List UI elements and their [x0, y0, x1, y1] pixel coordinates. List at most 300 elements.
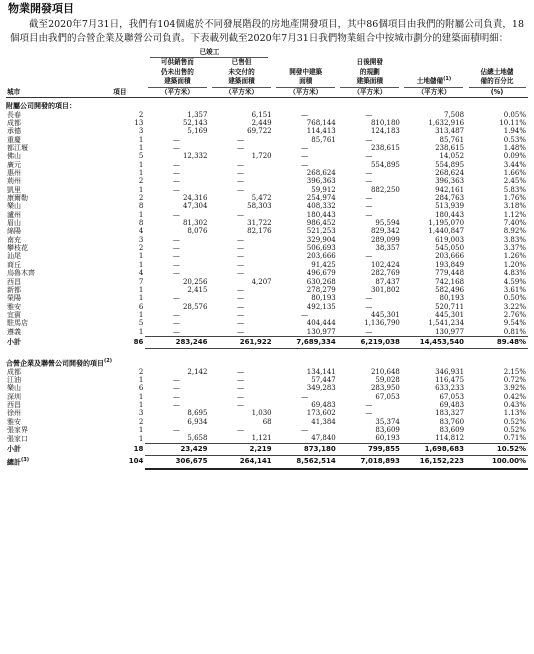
- table-cell: 173,602: [306, 409, 336, 418]
- table-cell: 254,974: [306, 194, 336, 203]
- table-cell: —: [301, 152, 309, 161]
- table-row: [6, 219, 528, 227]
- table-cell: 2: [138, 244, 144, 253]
- table-cell: 1,195,070: [428, 219, 465, 228]
- city-name: 南充: [7, 235, 21, 244]
- city-name: 樂山: [7, 202, 21, 211]
- table-cell: 1: [138, 392, 144, 401]
- table-cell: 57,447: [311, 375, 336, 384]
- table-cell: —: [237, 135, 245, 144]
- table-cell: 82,176: [247, 227, 272, 236]
- table-cell: —: [365, 409, 373, 418]
- table-cell: 67,053: [375, 392, 400, 401]
- table-cell: —: [365, 294, 373, 303]
- table-cell: 2.15%: [503, 367, 526, 376]
- table-cell: —: [301, 160, 309, 169]
- city-name: 張家口: [7, 434, 28, 443]
- table-cell: 8: [138, 202, 144, 211]
- table-cell: —: [172, 135, 180, 144]
- table-row: [6, 328, 528, 337]
- table-cell: 80,193: [439, 294, 465, 303]
- table-cell: 24,316: [182, 194, 208, 203]
- table-cell: 3: [138, 235, 144, 244]
- table-cell: 3.92%: [503, 384, 526, 393]
- city-name: 張家界: [7, 425, 28, 434]
- table-row: [6, 194, 528, 202]
- table-cell: 2: [138, 177, 144, 186]
- intro-text: 截至2020年7月31日，我們有104個處於不同發展階段的房地產開發項目，其中86個項目由我們的附屬公司負責，18個項目由我們的合營企業及聯營公司負責。下表載列截至2020年7月31日我們物業組合中按城市劃分的建築面積明細：: [10, 19, 524, 44]
- table-cell: —: [237, 375, 245, 384]
- table-cell: 210,648: [370, 367, 400, 376]
- city-name: 深圳: [7, 392, 21, 401]
- table-cell: 2: [138, 367, 144, 376]
- table-cell: 68: [262, 417, 272, 426]
- table-row: [6, 202, 528, 210]
- table-cell: —: [365, 177, 373, 186]
- city-name: 凱里: [7, 185, 21, 194]
- table-row: [6, 278, 528, 286]
- table-cell: 1: [138, 434, 144, 443]
- header-projects: 項目: [113, 87, 127, 96]
- table-row: [6, 227, 528, 235]
- table-cell: 69,483: [311, 400, 336, 409]
- table-cell: 0.43%: [503, 400, 526, 409]
- table-cell: 80,193: [311, 294, 336, 303]
- table-cell: —: [237, 302, 245, 311]
- table-cell: —: [172, 260, 180, 269]
- table-cell: 8,562,514: [274, 455, 338, 468]
- table-cell: 0.05%: [503, 110, 526, 119]
- table-cell: 7.40%: [503, 219, 526, 228]
- table-cell: —: [172, 392, 180, 401]
- table-cell: 58,303: [247, 202, 272, 211]
- header-future: 日後開發 的規劃 建築面積 （平方米）: [338, 58, 402, 97]
- table-cell: 1.48%: [503, 144, 526, 152]
- table-cell: 47,840: [311, 434, 336, 443]
- table-row: [6, 286, 528, 294]
- table-row: [6, 294, 528, 302]
- table-cell: 193,849: [435, 260, 465, 269]
- table-cell: 4,207: [251, 277, 272, 286]
- table-cell: 1: [138, 210, 144, 219]
- city-name: 惠州: [7, 169, 21, 178]
- table-cell: —: [172, 244, 180, 253]
- table-cell: —: [172, 425, 180, 434]
- city-name: 雅安: [7, 417, 21, 426]
- table-cell: 7: [138, 277, 144, 286]
- table-cell: —: [237, 235, 245, 244]
- table-cell: 313,487: [435, 127, 465, 136]
- table-cell: —: [172, 210, 180, 219]
- table-cell: 1,030: [251, 409, 272, 418]
- city-name: 雅安: [7, 302, 21, 311]
- city-name: 汕尾: [7, 252, 21, 261]
- table-cell: 102,424: [370, 260, 400, 269]
- table-cell: —: [237, 169, 245, 178]
- table-cell: 0.42%: [503, 392, 526, 401]
- table-cell: 278,279: [306, 285, 336, 294]
- table-cell: —: [237, 310, 245, 319]
- table-cell: 1: [138, 425, 144, 434]
- table-row: [6, 319, 528, 327]
- table-cell: 492,135: [306, 302, 336, 311]
- table-cell: 6,151: [251, 110, 272, 119]
- city-name: 榮陽: [7, 294, 21, 303]
- table-cell: 130,977: [435, 327, 465, 336]
- table-cell: —: [172, 375, 180, 384]
- table-cell: 1.94%: [503, 127, 526, 136]
- table-row: [6, 434, 528, 443]
- table-cell: 264,141: [209, 455, 273, 468]
- table-cell: 83,609: [375, 425, 400, 434]
- table-row: [6, 311, 528, 319]
- table-cell: —: [237, 269, 245, 278]
- table-row: [6, 161, 528, 169]
- table-cell: —: [301, 425, 309, 434]
- table-cell: 59,912: [311, 185, 336, 194]
- subtotal-row: [6, 336, 528, 348]
- table-cell: 404,444: [306, 319, 336, 328]
- table-cell: 268,624: [435, 169, 465, 178]
- table-cell: 38,357: [375, 244, 400, 253]
- table-cell: 445,301: [435, 310, 465, 319]
- table-cell: —: [301, 310, 309, 319]
- table-row: [6, 401, 528, 409]
- city-name: 新都: [7, 285, 21, 294]
- table-cell: —: [365, 210, 373, 219]
- table-cell: —: [365, 169, 373, 178]
- table-cell: 134,141: [306, 367, 336, 376]
- table-cell: —: [172, 294, 180, 303]
- table-cell: 1: [138, 135, 144, 144]
- table-cell: 85,761: [439, 135, 465, 144]
- table-cell: 3.22%: [503, 302, 526, 311]
- table-cell: 20,256: [182, 277, 208, 286]
- table-cell: 810,180: [370, 118, 400, 127]
- table-cell: 130,977: [306, 327, 336, 336]
- table-cell: 8.92%: [503, 227, 526, 236]
- table-cell: 0.50%: [503, 294, 526, 303]
- table-cell: 16,152,223: [402, 455, 466, 468]
- table-cell: 4.59%: [503, 277, 526, 286]
- table-cell: 284,763: [435, 194, 465, 203]
- city-name: 長春: [7, 110, 21, 119]
- city-name: 樂山: [7, 384, 21, 393]
- table-cell: 554,895: [435, 160, 465, 169]
- table-cell: 2.76%: [503, 310, 526, 319]
- table-cell: 8,695: [187, 409, 208, 418]
- table-cell: —: [237, 319, 245, 328]
- table-cell: —: [365, 400, 373, 409]
- table-cell: 3.61%: [503, 285, 526, 294]
- table-cell: 261,922: [209, 336, 273, 348]
- city-name: 小計: [7, 337, 21, 346]
- city-name: 駐馬店: [7, 319, 28, 328]
- table-cell: 2,449: [251, 118, 272, 127]
- table-cell: 619,003: [435, 235, 465, 244]
- table-cell: 203,666: [306, 252, 336, 261]
- table-cell: —: [301, 392, 309, 401]
- table-row: [6, 136, 528, 144]
- table-row: [6, 186, 528, 194]
- table-cell: 5,169: [187, 127, 208, 136]
- table-cell: 0.52%: [503, 417, 526, 426]
- table-cell: 5: [138, 152, 144, 161]
- table-row: [6, 244, 528, 252]
- city-name: 康爾勒: [7, 194, 28, 203]
- table-cell: 6: [138, 384, 144, 393]
- table-cell: 496,679: [306, 269, 336, 278]
- table-cell: 1: [138, 285, 144, 294]
- table-cell: —: [237, 260, 245, 269]
- table-cell: —: [172, 177, 180, 186]
- city-name: 宜賓: [7, 310, 21, 319]
- table-cell: 5.83%: [503, 185, 526, 194]
- table-cell: —: [301, 144, 309, 152]
- table-cell: 83,609: [439, 425, 465, 434]
- table-cell: —: [237, 294, 245, 303]
- table-cell: 1: [138, 294, 144, 303]
- table-cell: 6,219,038: [338, 336, 402, 348]
- table-cell: 116,475: [435, 375, 465, 384]
- city-name: 西昌: [7, 400, 21, 409]
- city-name: 總計$^{(3)}$: [7, 457, 30, 467]
- table-row: [6, 418, 528, 426]
- table-row: [6, 426, 528, 434]
- table-cell: 114,413: [306, 127, 336, 136]
- table-cell: 1.20%: [503, 260, 526, 269]
- table-cell: —: [237, 177, 245, 186]
- table-cell: 67,053: [439, 392, 465, 401]
- table-cell: 1.12%: [503, 210, 526, 219]
- table-cell: 81,302: [182, 219, 208, 228]
- table-cell: —: [172, 235, 180, 244]
- table-cell: 396,363: [306, 177, 336, 186]
- table-cell: —: [237, 160, 245, 169]
- footnote-marker: (2): [104, 357, 113, 364]
- table-cell: —: [237, 285, 245, 294]
- table-cell: 6,934: [187, 417, 208, 426]
- table-cell: 69,483: [439, 400, 465, 409]
- table-cell: —: [237, 244, 245, 253]
- table-cell: 2,219: [209, 443, 273, 455]
- table-cell: 180,443: [435, 210, 465, 219]
- table-cell: —: [172, 384, 180, 393]
- table-cell: 289,099: [370, 235, 400, 244]
- table-cell: 1.66%: [503, 169, 526, 178]
- city-name: 江油: [7, 375, 21, 384]
- table-cell: —: [237, 392, 245, 401]
- table-cell: 1: [138, 375, 144, 384]
- header-under-construction: 開發中建築 面積 （平方米）: [274, 58, 338, 97]
- table-row: [6, 144, 528, 152]
- section-heading: [6, 101, 528, 111]
- table-row: [6, 303, 528, 311]
- table-cell: 31,722: [247, 219, 272, 228]
- table-cell: —: [365, 302, 373, 311]
- table-cell: —: [237, 252, 245, 261]
- intro-paragraph: [10, 18, 524, 45]
- header-group-completed: 已竣工: [145, 48, 273, 58]
- table-cell: 3.18%: [503, 202, 526, 211]
- table-cell: 554,895: [370, 160, 400, 169]
- table-cell: 91,425: [311, 260, 336, 269]
- table-cell: 104: [128, 457, 144, 466]
- table-row: [6, 211, 528, 219]
- table-cell: 0.53%: [503, 135, 526, 144]
- city-name: 佛山: [7, 152, 21, 161]
- footnote-marker: (3): [21, 457, 30, 464]
- table-cell: 1,136,790: [364, 319, 400, 328]
- table-cell: 1: [138, 185, 144, 194]
- table-row: [6, 236, 528, 244]
- table-cell: 83,760: [439, 417, 465, 426]
- table-cell: 114,812: [435, 434, 465, 443]
- table-cell: —: [172, 160, 180, 169]
- city-name: 荊州: [7, 177, 21, 186]
- table-cell: 238,615: [435, 144, 465, 152]
- table-cell: —: [365, 327, 373, 336]
- table-cell: 180,443: [306, 210, 336, 219]
- table-cell: 1: [138, 310, 144, 319]
- table-cell: 124,183: [370, 127, 400, 136]
- table-cell: 59,028: [375, 375, 400, 384]
- table-row: [6, 393, 528, 401]
- table-cell: —: [237, 367, 245, 376]
- table-cell: —: [172, 269, 180, 278]
- table-cell: 520,711: [435, 302, 465, 311]
- city-name: 徐州: [7, 409, 21, 418]
- table-cell: 183,327: [435, 409, 465, 418]
- city-name: 廣元: [7, 160, 21, 169]
- table-cell: 13: [134, 118, 144, 127]
- table-cell: 5,658: [187, 434, 208, 443]
- city-name: 商丘: [7, 260, 21, 269]
- table-cell: —: [172, 319, 180, 328]
- table-cell: 1,698,683: [402, 443, 466, 455]
- table-cell: 52,143: [182, 118, 208, 127]
- table-cell: 87,437: [375, 277, 400, 286]
- table-cell: 521,253: [306, 227, 336, 236]
- city-name: 成都: [7, 118, 21, 127]
- table-cell: 3.37%: [503, 244, 526, 253]
- table-cell: —: [172, 169, 180, 178]
- city-name: 西昌: [7, 277, 21, 286]
- table-cell: 829,342: [370, 227, 400, 236]
- table-cell: 14,453,540: [402, 336, 466, 348]
- table-cell: 1: [138, 327, 144, 336]
- table-row: [6, 261, 528, 269]
- table-row: [6, 169, 528, 177]
- table-cell: 0.52%: [503, 425, 526, 434]
- city-name: 瀘州: [7, 210, 21, 219]
- table-row: [6, 269, 528, 277]
- table-cell: 4: [138, 227, 144, 236]
- table-cell: 10.52%: [466, 443, 528, 455]
- spacer-row: [6, 348, 528, 357]
- table-cell: 28,576: [182, 302, 208, 311]
- table-cell: 12,332: [182, 152, 208, 161]
- table-cell: 238,615: [370, 144, 400, 152]
- table-cell: 1,541,234: [428, 319, 465, 328]
- table-cell: 3.83%: [503, 235, 526, 244]
- table-cell: 23,429: [145, 443, 209, 455]
- table-cell: 95,594: [375, 219, 400, 228]
- table-cell: 301,802: [370, 285, 400, 294]
- table-cell: 35,374: [375, 417, 400, 426]
- table-cell: 346,931: [435, 367, 465, 376]
- table-cell: —: [237, 327, 245, 336]
- table-cell: 18: [133, 444, 144, 453]
- header-sold-undelivered: 已售但 未交付的 建築面積 （平方米）: [209, 58, 273, 97]
- section-heading-text: 附屬公司開發的項目：: [6, 101, 76, 110]
- subtotal-row: [6, 443, 528, 455]
- table-cell: 5,472: [251, 194, 272, 203]
- table-row: [6, 127, 528, 135]
- table-cell: —: [172, 327, 180, 336]
- table-row: [6, 252, 528, 260]
- table-cell: 282,769: [370, 269, 400, 278]
- section-heading: [6, 357, 528, 368]
- table-cell: 47,304: [182, 202, 208, 211]
- table-row: [6, 368, 528, 376]
- table-cell: 1: [138, 252, 144, 261]
- table-cell: 349,283: [306, 384, 336, 393]
- table-cell: —: [365, 202, 373, 211]
- table-cell: 1.13%: [503, 409, 526, 418]
- table-cell: 1.76%: [503, 194, 526, 203]
- table-cell: 768,144: [306, 118, 336, 127]
- city-name: 綿陽: [7, 227, 21, 236]
- table-cell: 2: [138, 194, 144, 203]
- table-cell: 396,363: [435, 177, 465, 186]
- table-cell: 1: [138, 160, 144, 169]
- table-cell: —: [172, 185, 180, 194]
- section-heading-text: 合營企業及聯營公司開發的項目: [6, 359, 104, 368]
- table-cell: 89.48%: [466, 336, 528, 348]
- table-cell: —: [365, 152, 373, 161]
- table-cell: 799,855: [338, 443, 402, 455]
- section-title: 物業開發項目: [8, 2, 74, 15]
- header-unsold: 可供銷售而 仍未出售的 建築面積 （平方米）: [145, 58, 209, 97]
- table-cell: 2: [138, 417, 144, 426]
- table-cell: 60,193: [375, 434, 400, 443]
- table-cell: 100.00%: [466, 455, 528, 468]
- table-cell: —: [237, 400, 245, 409]
- table-cell: 1.26%: [503, 252, 526, 261]
- table-cell: 2,415: [187, 285, 208, 294]
- city-name: 眉山: [7, 219, 21, 228]
- table-cell: —: [301, 110, 309, 119]
- table-cell: 86: [133, 337, 144, 346]
- table-cell: 1,357: [187, 110, 208, 119]
- table-cell: 268,624: [306, 169, 336, 178]
- table-cell: —: [172, 310, 180, 319]
- table-cell: —: [172, 144, 180, 152]
- city-name: 承德: [7, 127, 21, 136]
- header-land-bank: 土地儲備$^{(1)}$ （平方米）: [402, 58, 466, 97]
- gfa-table: [6, 48, 528, 470]
- table-cell: 7,018,893: [338, 455, 402, 468]
- table-cell: 986,452: [306, 219, 336, 228]
- city-name: 重慶: [7, 135, 21, 144]
- city-name: 小計: [7, 444, 21, 453]
- table-cell: 1: [138, 169, 144, 178]
- table-cell: 445,301: [370, 310, 400, 319]
- table-cell: —: [237, 384, 245, 393]
- table-cell: 742,168: [435, 277, 465, 286]
- table-cell: 942,161: [435, 185, 465, 194]
